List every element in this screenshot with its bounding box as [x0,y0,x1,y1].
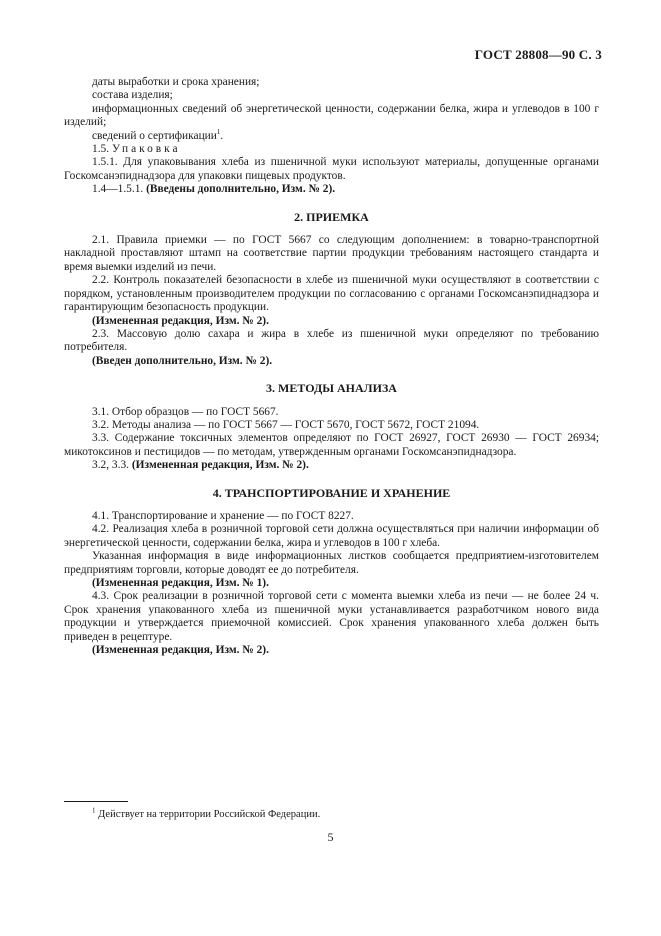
paragraph-text: 2.2. Контроль показателей безопасности в хлебе из пшеничной муки осуществляют в соответствии с порядком, установленным производителем продукции по согласованию с органами Госкомсанэпиднадзора и гарантирующим безопасность продукции. [64,274,599,314]
paragraph-text: 3. МЕТОДЫ АНАЛИЗА [266,381,397,396]
footnote [92,808,320,821]
paragraph [64,459,599,472]
paragraph [64,143,599,156]
revision-note [64,315,599,328]
paragraph-text: 3.2. Методы анализа — по ГОСТ 5667 — ГОСТ 5670, ГОСТ 5672, ГОСТ 21094. [92,418,480,431]
revision-label: (Введен дополнительно, Изм. № 2). [92,354,273,367]
paragraph [64,550,599,577]
revision-note [64,644,599,657]
paragraph-text: 4.1. Транспортирование и хранение — по ГОСТ 8227. [92,509,354,522]
paragraph-text: 2.1. Правила приемки — по ГОСТ 5667 со следующим дополнением: в товарно-транспортной накладной проставляют штамп на соответствие партии продукции требованиям настоящего стандарта и время выемки изделий из печи. [64,234,599,273]
revision-label: (Измененная редакция, Изм. № 2). [92,314,269,327]
paragraph-text: 1.5.1. Для упаковывания хлеба из пшеничной муки используют материалы, допущенные органами Госкомсанэпиднадзора для упаковки пищевых продуктов. [64,156,599,182]
paragraph-text: 3.3. Содержание токсичных элементов определяют по ГОСТ 26927, ГОСТ 26930 — ГОСТ 26934; микотоксинов и пестицидов — по методам, утвержденным органами Госкомсанэпиднадзора. [64,432,599,458]
page-header: ГОСТ 28808—90 С. 3 [474,47,602,62]
document-body [64,76,599,657]
paragraph [64,103,599,130]
paragraph-text: состава изделия; [92,89,173,102]
paragraph-text: даты выработки и срока хранения; [92,76,260,88]
paragraph-text: информационных сведений об энергетической ценности, содержании белка, жира и углеводов в 100 г изделий; [64,102,599,129]
footnote-reference: 1 [216,127,221,136]
paragraph [64,234,599,274]
paragraph [64,156,599,183]
spaced-subheading: Упаковка [111,143,181,156]
paragraph-text: 2.3. Массовую долю сахара и жира в хлебе из пшеничной муки определяют по требованию потребителя. [64,327,599,354]
footnote-divider [64,801,128,802]
paragraph [64,419,599,432]
paragraph [64,523,599,550]
paragraph [64,274,599,314]
paragraph [64,432,599,459]
revision-label: (Измененная редакция, Изм. № 1). [92,577,269,589]
revision-note [64,577,599,590]
section-heading [64,382,599,395]
revision-label: (Измененная редакция, Изм. № 2). [131,459,309,472]
footnote-marker: 1 [92,806,96,815]
paragraph [64,510,599,523]
paragraph [64,406,599,419]
paragraph-text: 1.5. [92,143,112,156]
section-heading [64,211,599,224]
revision-note [64,355,599,368]
paragraph-text: Указанная информация в виде информационных листков сообщается предприятием-изготовителем предприятиям торговли, которые доводят ее до потребителя. [64,550,599,576]
paragraph [64,183,599,196]
paragraph [64,127,599,143]
paragraph-text: 1.4—1.5.1. [92,183,147,196]
footnote-text: Действует на территории Российской Федерации. [95,809,321,820]
paragraph-text: сведений о сертификации [92,129,217,142]
paragraph-text: 4. ТРАНСПОРТИРОВАНИЕ И ХРАНЕНИЕ [212,485,451,500]
paragraph [64,89,599,102]
paragraph-text: 4.2. Реализация хлеба в розничной торговой сети должна осуществляться при наличии информации об энергетической ценности, содержании белка, жира и углеводов в 100 г хлеба. [64,523,599,549]
paragraph-text: 3.1. Отбор образцов — по ГОСТ 5667. [92,405,279,418]
paragraph-text: 4.3. Срок реализации в розничной торговой сети с момента выемки хлеба из печи — не более 24 ч. Срок хранения упакованного хлеба из пшеничной муки устанавливается разработчиком нового вида продукции и утверждается приемочной комиссией. Срок хранения упакованного хлеба должен быть приведен в рецептуре. [64,590,599,643]
revision-label: (Измененная редакция, Изм. № 2). [92,644,269,657]
paragraph-text: 3.2, 3.3. [92,459,132,472]
revision-label: (Введены дополнительно, Изм. № 2). [146,183,336,196]
paragraph [64,328,599,355]
paragraph-tail: . [220,129,224,142]
page-number: 5 [327,830,334,844]
paragraph [64,76,599,89]
paragraph-text: 2. ПРИЕМКА [294,209,369,224]
paragraph [64,590,599,644]
section-heading [64,487,599,500]
